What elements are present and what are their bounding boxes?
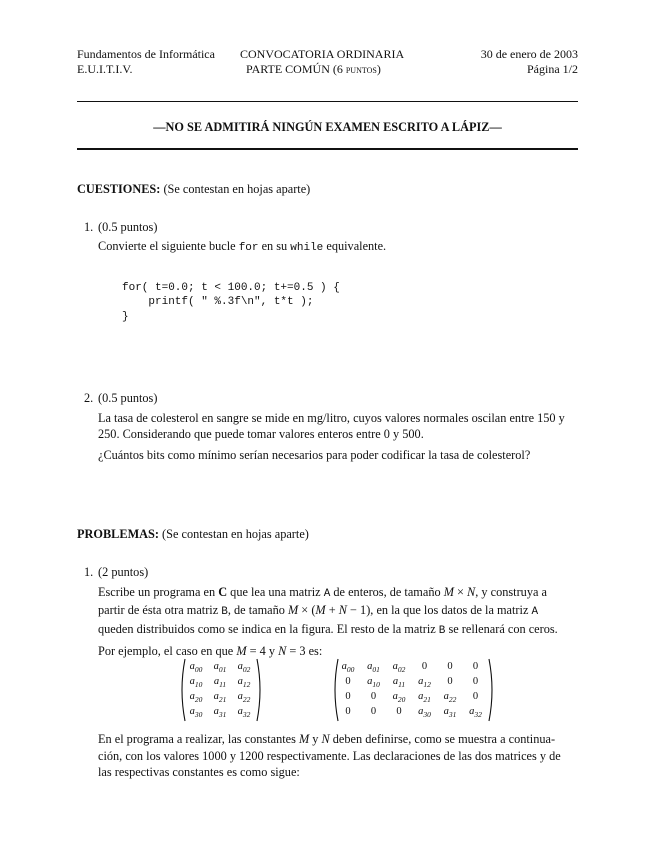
code-line: for( t=0.0; t < 100.0; t+=0.5 ) { [122,281,340,294]
q1-code [122,266,340,324]
matrix-a [178,658,264,722]
matrix-cell: $a_{00}$ [341,661,355,675]
matrix-cell: $a_{00}$ [189,661,203,675]
p1-line3: queden distribuidos como se indica en la figura. El resto de la matriz B se rellenará con ceros. [98,621,558,637]
matrix-cell: $a_{32}$ [469,706,482,720]
p1-after-line3: las respectivas constantes es como sigue: [98,765,300,779]
matrix-cell: $a_{20}$ [189,691,203,705]
matrix-cell: 0 [396,706,402,717]
matrix-cell: $a_{22}$ [237,691,251,705]
problemas-heading: PROBLEMAS: (Se contestan en hojas aparte) [77,527,309,541]
matrix-cell: $a_{11}$ [392,676,406,690]
p1-line2: partir de ésta otra matriz B, de tamaño M × (M + N − 1), en la que los datos de la matriz A [98,603,539,618]
p1-points: (2 puntos) [98,565,149,579]
matrix-cell: 0 [472,691,479,702]
p1-after-line1: En el programa a realizar, las constantes M y N deben definirse, como se muestra a continua- [98,732,556,746]
matrix-cell: $a_{30}$ [418,706,431,720]
header-right [481,47,578,77]
matrix-cell: $a_{11}$ [213,676,227,690]
p1-after-line2: ción, con los valores 1000 y 1200 respectivamente. Las declaraciones de las dos matrices y de [98,748,561,763]
matrix-cell: $a_{10}$ [367,676,380,690]
p1-example: Por ejemplo, el caso en que M = 4 y N = 3 es: [98,644,323,658]
matrix-cell: 0 [345,706,351,717]
code-line: printf( " %.3f\n", t*t ); [122,296,314,308]
q2-question: ¿Cuántos bits como mínimo serían necesarios para poder codificar la tasa de colesterol? [98,447,531,462]
header-center [240,47,404,77]
q2-block [98,390,583,463]
matrix-cell: 0 [472,661,479,672]
q1-statement: Convierte el siguiente bucle for en su while equivalente. [98,238,387,254]
matrix-b [331,658,496,722]
q1-block [98,219,578,256]
matrix-cell: $a_{02}$ [237,661,251,675]
p1-block [98,564,583,660]
school-name: E.U.I.T.I.V. [77,62,133,76]
q2-line2: 250. Considerando que puede tomar valores enteros entre 0 y 500. [98,427,424,441]
matrix-cell: $a_{31}$ [443,706,457,720]
matrix-cell: 0 [472,676,479,687]
p1-number: 1. [84,565,94,579]
matrix-cell: 0 [447,661,453,672]
matrix-cell: $a_{10}$ [189,676,203,690]
matrix-cell: $a_{22}$ [443,691,457,705]
q1-points: (0.5 puntos) [98,220,158,234]
matrix-cell: $a_{30}$ [189,706,203,720]
cuestiones-heading: CUESTIONES: (Se contestan en hojas aparte) [77,182,311,196]
code-line: } [122,310,129,323]
matrix-cell: $a_{12}$ [418,676,431,690]
matrix-cell: 0 [447,676,453,687]
matrix-cell: $a_{21}$ [418,691,431,705]
q2-number: 2. [84,391,94,405]
course-name: Fundamentos de Informática [77,47,215,61]
matrix-cell: $a_{12}$ [237,676,251,690]
matrix-b-right-paren [488,658,496,722]
matrix-a-right-paren [256,658,264,722]
matrix-cell: 0 [345,691,351,702]
p1-after [98,731,583,781]
matrix-cell: $a_{01}$ [367,661,380,675]
q2-line1: La tasa de colesterol en sangre se mide en mg/litro, cuyos valores normales oscilan entre 150 y [98,410,565,425]
matrix-cell: $a_{32}$ [237,706,251,720]
exam-session: CONVOCATORIA ORDINARIA [240,47,405,61]
p1-line1: Escribe un programa en C que lea una matriz A de enteros, de tamaño M × N, y construya a [98,584,547,600]
bottom-rule [77,148,578,150]
matrix-cell: $a_{31}$ [213,706,227,720]
warning-banner: —NO SE ADMITIRÁ NINGÚN EXAMEN ESCRITO A LÁPIZ— [153,120,502,134]
matrix-cell: 0 [345,676,351,687]
top-rule [77,101,578,102]
matrix-cell: 0 [370,691,377,702]
matrix-cell: 0 [370,706,377,717]
header-left [77,47,215,77]
matrix-cell: $a_{01}$ [213,661,227,675]
q2-points: (0.5 puntos) [98,391,158,405]
exam-date: 30 de enero de 2003 [480,47,578,61]
exam-part: PARTE COMÚN (6 puntos) [246,62,381,76]
matrix-cell: 0 [421,661,428,672]
matrix-cell: $a_{21}$ [213,691,227,705]
q1-number: 1. [84,220,94,234]
page-number: Página 1/2 [527,62,578,76]
matrix-cell: $a_{20}$ [392,691,406,705]
matrix-cell: $a_{02}$ [392,661,406,675]
